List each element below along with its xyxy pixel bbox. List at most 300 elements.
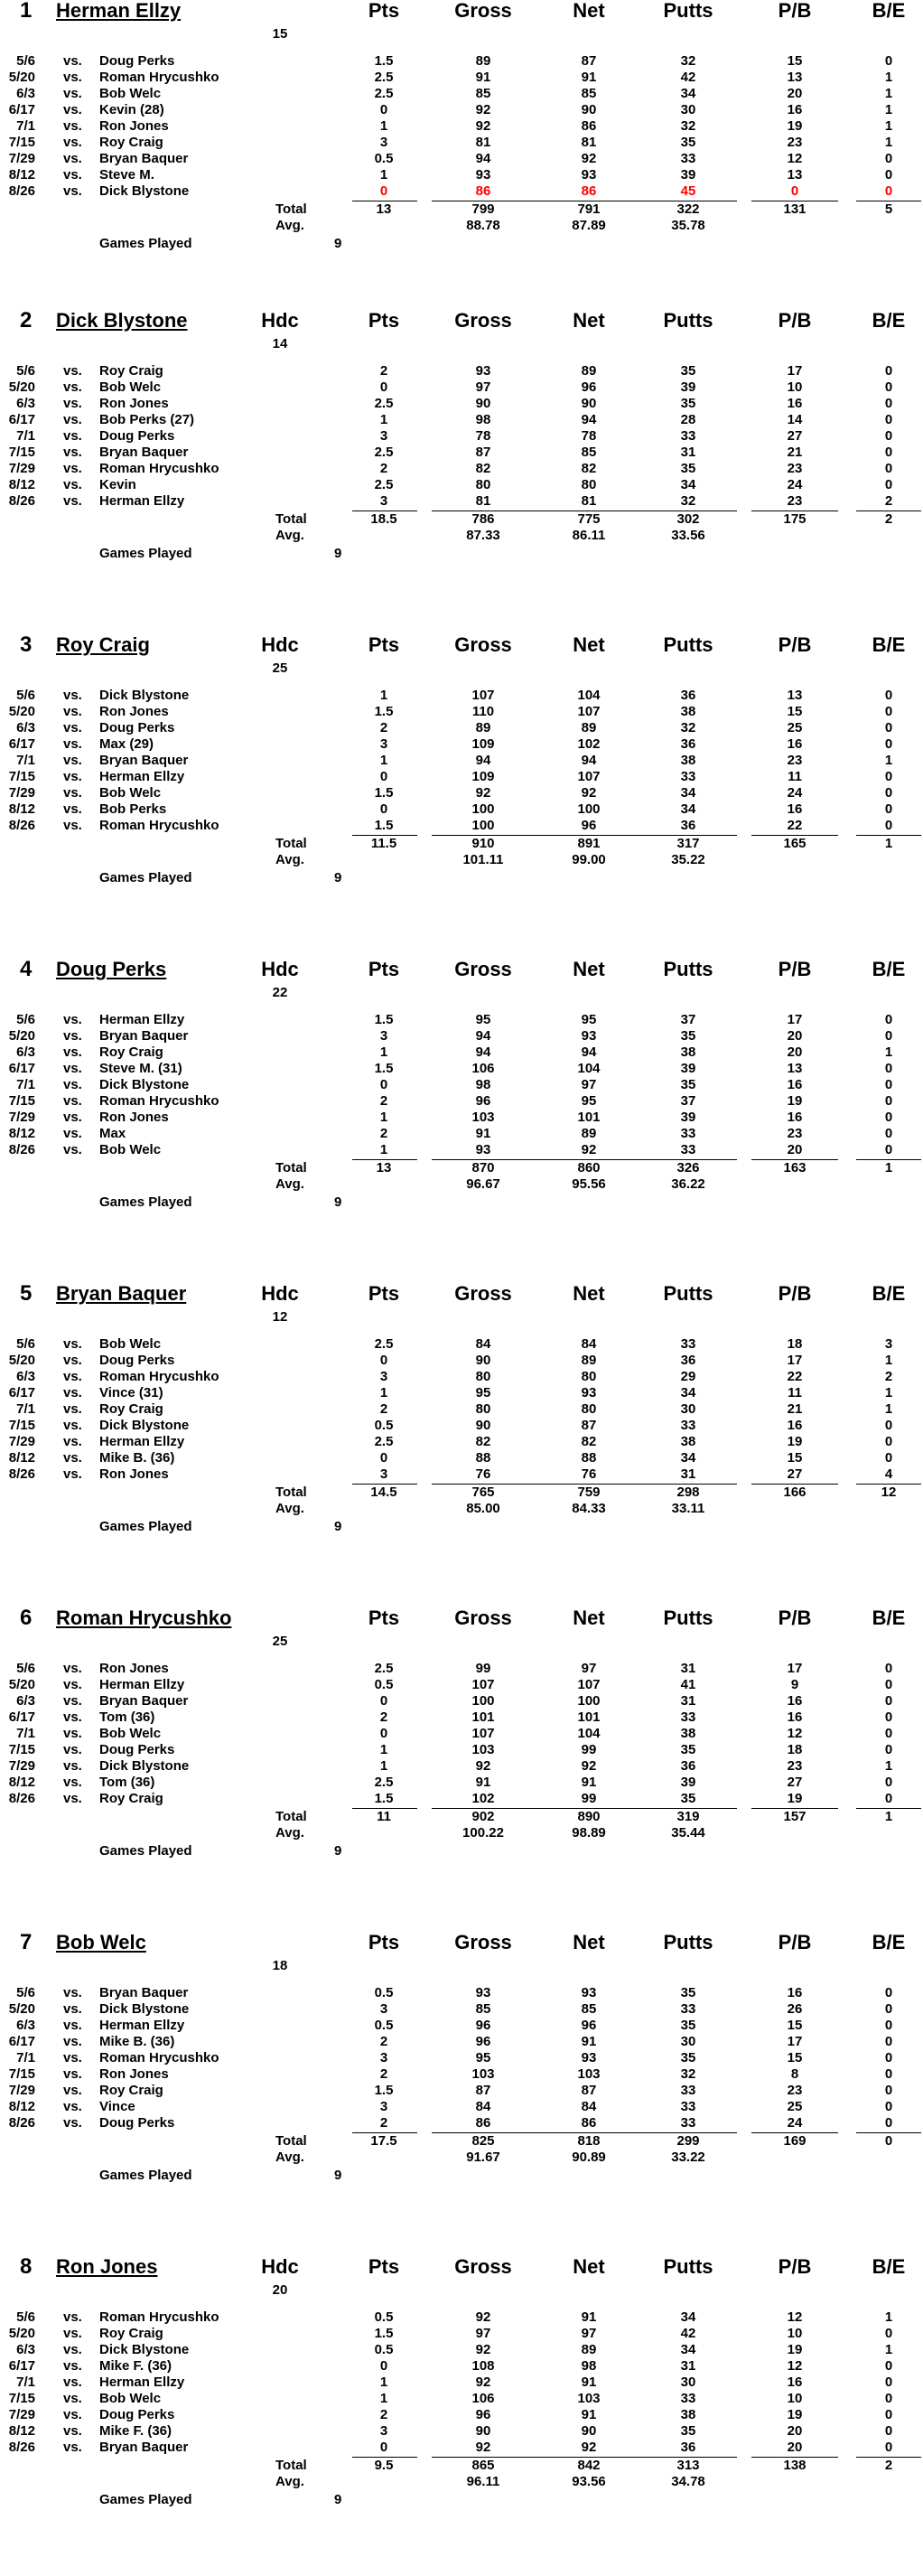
match-points: 2.5 (374, 86, 394, 101)
match-be: 0 (884, 2358, 893, 2374)
match-date: 5/20 (8, 70, 35, 85)
match-points: 3 (379, 736, 388, 752)
total-putts: 299 (676, 2133, 700, 2149)
match-points: 3 (379, 1369, 388, 1384)
match-pb: 16 (787, 1710, 803, 1725)
match-net: 107 (577, 704, 601, 719)
match-net: 86 (581, 183, 597, 199)
match-gross: 92 (475, 2342, 491, 2357)
match-be: 0 (884, 1142, 893, 1157)
match-net: 80 (581, 1401, 597, 1417)
avg-net: 86.11 (572, 528, 606, 543)
match-be: 0 (884, 769, 893, 784)
opponent-name: Doug Perks (99, 1742, 175, 1757)
opponent-name: Roy Craig (99, 363, 163, 379)
vs-label: vs. (63, 818, 82, 833)
opponent-name: Doug Perks (99, 720, 175, 735)
player-name: Doug Perks (56, 958, 167, 980)
opponent-name: Bob Welc (99, 379, 162, 395)
header-be: B/E (872, 0, 906, 22)
match-net: 98 (581, 2358, 597, 2374)
opponent-name: Bob Perks (99, 801, 167, 817)
match-pb: 22 (787, 818, 803, 833)
vs-label: vs. (63, 1028, 82, 1044)
match-gross: 96 (475, 2034, 491, 2049)
match-be: 0 (884, 2099, 893, 2114)
total-label: Total (275, 2133, 307, 2149)
match-pb: 19 (787, 2407, 803, 2422)
avg-label: Avg. (275, 2474, 304, 2489)
player-block (0, 1607, 923, 1915)
vs-label: vs. (63, 183, 82, 199)
match-points: 0.5 (374, 2342, 394, 2357)
match-date: 6/17 (8, 102, 35, 117)
match-putts: 42 (680, 70, 696, 85)
total-label: Total (275, 1160, 307, 1176)
match-gross: 92 (475, 102, 491, 117)
match-date: 7/15 (8, 1093, 35, 1109)
match-be: 1 (884, 1044, 893, 1060)
match-putts: 33 (680, 1126, 696, 1141)
match-points: 1.5 (374, 2326, 394, 2341)
match-putts: 31 (680, 1466, 696, 1482)
match-pb: 15 (787, 2050, 803, 2065)
match-net: 97 (581, 1077, 597, 1092)
player-name: Roy Craig (56, 633, 150, 656)
match-pb: 0 (790, 183, 799, 199)
match-be: 1 (884, 2342, 893, 2357)
avg-putts: 33.11 (671, 1501, 705, 1516)
match-pb: 26 (787, 2001, 803, 2017)
match-date: 7/15 (8, 1418, 35, 1433)
match-gross: 101 (471, 1710, 495, 1725)
match-points: 2.5 (374, 477, 394, 492)
total-gross: 902 (471, 1809, 495, 1824)
match-pb: 15 (787, 1450, 803, 1466)
games-played-label: Games Played (99, 236, 192, 251)
match-date: 5/20 (8, 1028, 35, 1044)
match-be: 0 (884, 428, 893, 444)
match-gross: 82 (475, 1434, 491, 1449)
header-be: B/E (872, 1282, 906, 1305)
vs-label: vs. (63, 1401, 82, 1417)
vs-label: vs. (63, 1677, 82, 1692)
match-putts: 38 (680, 1726, 696, 1741)
match-net: 95 (581, 1012, 597, 1027)
match-putts: 34 (680, 785, 696, 801)
match-points: 2.5 (374, 1775, 394, 1790)
opponent-name: Kevin (28) (99, 102, 164, 117)
avg-label: Avg. (275, 852, 304, 867)
match-putts: 30 (680, 1401, 696, 1417)
match-gross: 97 (475, 2326, 491, 2341)
match-putts: 33 (680, 769, 696, 784)
header-hdc: Hdc (261, 309, 299, 332)
vs-label: vs. (63, 167, 82, 183)
match-date: 7/1 (16, 2050, 35, 2065)
match-points: 1 (379, 1142, 388, 1157)
match-points: 1.5 (374, 785, 394, 801)
match-points: 0 (379, 183, 388, 199)
total-be: 0 (884, 2133, 893, 2149)
match-pb: 11 (788, 769, 802, 784)
match-gross: 94 (475, 151, 491, 166)
vs-label: vs. (63, 1985, 82, 2000)
opponent-name: Bryan Baquer (99, 1028, 189, 1044)
match-pb: 17 (787, 363, 803, 379)
total-pts: 13 (376, 1160, 392, 1176)
avg-label: Avg. (275, 218, 304, 233)
match-putts: 34 (680, 2342, 696, 2357)
total-pts: 14.5 (370, 1485, 397, 1500)
header-be: B/E (872, 2255, 906, 2278)
vs-label: vs. (63, 1693, 82, 1709)
vs-label: vs. (63, 2375, 82, 2390)
match-points: 0 (379, 2358, 388, 2374)
match-be: 0 (884, 412, 893, 427)
match-date: 6/3 (16, 2018, 35, 2033)
total-gross: 799 (471, 201, 495, 217)
header-net: Net (573, 1931, 605, 1953)
match-date: 8/12 (8, 2099, 35, 2114)
header-hdc: Hdc (261, 633, 299, 656)
match-points: 1 (379, 1385, 388, 1400)
match-date: 5/20 (8, 704, 35, 719)
match-net: 93 (581, 2050, 597, 2065)
match-net: 89 (581, 720, 597, 735)
match-gross: 88 (475, 1450, 491, 1466)
match-points: 0 (379, 801, 388, 817)
header-putts: Putts (663, 1606, 713, 1629)
match-be: 0 (884, 461, 893, 476)
match-be: 0 (884, 1110, 893, 1125)
vs-label: vs. (63, 86, 82, 101)
total-putts: 326 (676, 1160, 700, 1176)
total-label: Total (275, 2458, 307, 2473)
match-date: 7/29 (8, 1110, 35, 1125)
match-gross: 78 (475, 428, 491, 444)
opponent-name: Bryan Baquer (99, 1693, 189, 1709)
opponent-name: Doug Perks (99, 53, 175, 69)
match-net: 80 (581, 1369, 597, 1384)
match-net: 89 (581, 2342, 597, 2357)
match-gross: 107 (471, 688, 495, 703)
match-gross: 84 (475, 1336, 491, 1352)
header-net: Net (573, 0, 605, 22)
header-gross: Gross (454, 633, 512, 656)
opponent-name: Max (99, 1126, 126, 1141)
opponent-name: Bob Welc (99, 1336, 162, 1352)
opponent-name: Roy Craig (99, 1401, 163, 1417)
match-date: 6/17 (8, 2358, 35, 2374)
vs-label: vs. (63, 2358, 82, 2374)
vs-label: vs. (63, 2083, 82, 2098)
match-points: 2 (379, 2115, 388, 2131)
match-gross: 95 (475, 2050, 491, 2065)
match-points: 1.5 (374, 1012, 394, 1027)
opponent-name: Roy Craig (99, 1791, 163, 1806)
match-putts: 35 (680, 1028, 696, 1044)
match-pb: 15 (787, 53, 803, 69)
match-points: 3 (379, 2423, 388, 2439)
match-points: 2 (379, 363, 388, 379)
match-date: 7/29 (8, 1434, 35, 1449)
match-pb: 20 (787, 1142, 803, 1157)
avg-label: Avg. (275, 1176, 304, 1192)
total-label: Total (275, 1485, 307, 1500)
match-net: 89 (581, 1126, 597, 1141)
match-net: 82 (581, 461, 597, 476)
match-points: 2.5 (374, 1661, 394, 1676)
vs-label: vs. (63, 2066, 82, 2082)
match-net: 94 (581, 412, 597, 427)
header-hdc: Hdc (261, 958, 299, 980)
match-pb: 25 (787, 2099, 803, 2114)
match-date: 6/17 (8, 736, 35, 752)
match-date: 8/26 (8, 183, 35, 199)
match-net: 91 (581, 2034, 597, 2049)
match-putts: 33 (680, 2083, 696, 2098)
match-be: 0 (884, 2440, 893, 2455)
player-handicap: 25 (272, 1634, 288, 1649)
match-net: 86 (581, 118, 597, 134)
match-net: 93 (581, 1385, 597, 1400)
match-pb: 16 (787, 102, 803, 117)
match-pb: 21 (787, 445, 803, 460)
opponent-name: Ron Jones (99, 2066, 169, 2082)
match-gross: 85 (475, 86, 491, 101)
opponent-name: Bob Welc (99, 1142, 162, 1157)
match-pb: 16 (787, 1985, 803, 2000)
avg-putts: 34.78 (671, 2474, 705, 2489)
match-be: 0 (884, 2083, 893, 2098)
header-net: Net (573, 1282, 605, 1305)
match-pb: 19 (787, 1434, 803, 1449)
header-pb: P/B (778, 1606, 812, 1629)
match-gross: 90 (475, 1418, 491, 1433)
match-date: 7/1 (16, 1077, 35, 1092)
match-pb: 20 (787, 1044, 803, 1060)
avg-net: 90.89 (572, 2150, 606, 2165)
opponent-name: Roman Hrycushko (99, 70, 219, 85)
match-date: 5/6 (16, 1985, 35, 2000)
match-points: 1.5 (374, 1061, 394, 1076)
header-be: B/E (872, 1931, 906, 1953)
match-net: 85 (581, 2001, 597, 2017)
total-be: 5 (884, 201, 893, 217)
opponent-name: Bryan Baquer (99, 753, 189, 768)
avg-net: 99.00 (572, 852, 606, 867)
avg-gross: 88.78 (466, 218, 500, 233)
match-pb: 16 (787, 1418, 803, 1433)
player-rank: 6 (20, 1606, 33, 1630)
player-handicap: 20 (272, 2282, 288, 2298)
match-points: 3 (379, 493, 388, 509)
match-gross: 100 (471, 801, 495, 817)
match-putts: 36 (680, 736, 696, 752)
match-date: 8/26 (8, 818, 35, 833)
match-date: 8/12 (8, 1126, 35, 1141)
match-gross: 103 (471, 2066, 495, 2082)
match-gross: 96 (475, 2407, 491, 2422)
total-putts: 302 (676, 511, 700, 527)
match-net: 93 (581, 167, 597, 183)
total-net: 860 (577, 1160, 601, 1176)
opponent-name: Bob Welc (99, 785, 162, 801)
match-net: 90 (581, 2423, 597, 2439)
match-gross: 107 (471, 1677, 495, 1692)
games-played-label: Games Played (99, 546, 192, 561)
total-gross: 910 (471, 836, 495, 851)
opponent-name: Bryan Baquer (99, 445, 189, 460)
match-net: 93 (581, 1028, 597, 1044)
vs-label: vs. (63, 428, 82, 444)
match-date: 8/12 (8, 167, 35, 183)
match-net: 97 (581, 1661, 597, 1676)
opponent-name: Dick Blystone (99, 2342, 190, 2357)
match-points: 1 (379, 1742, 388, 1757)
match-pb: 18 (787, 1336, 803, 1352)
total-putts: 313 (676, 2458, 700, 2473)
player-block (0, 959, 923, 1266)
vs-label: vs. (63, 2440, 82, 2455)
match-net: 86 (581, 2115, 597, 2131)
match-gross: 92 (475, 2440, 491, 2455)
match-putts: 30 (680, 2034, 696, 2049)
match-net: 87 (581, 53, 597, 69)
vs-label: vs. (63, 688, 82, 703)
header-pts: Pts (368, 633, 400, 656)
match-putts: 39 (680, 1061, 696, 1076)
match-date: 6/3 (16, 396, 35, 411)
vs-label: vs. (63, 1061, 82, 1076)
total-net: 891 (577, 836, 601, 851)
match-net: 85 (581, 445, 597, 460)
match-date: 7/29 (8, 461, 35, 476)
avg-net: 93.56 (572, 2474, 606, 2489)
match-putts: 41 (680, 1677, 696, 1692)
match-net: 95 (581, 1093, 597, 1109)
opponent-name: Herman Ellzy (99, 2018, 185, 2033)
header-putts: Putts (663, 633, 713, 656)
vs-label: vs. (63, 379, 82, 395)
total-label: Total (275, 836, 307, 851)
avg-label: Avg. (275, 528, 304, 543)
match-putts: 35 (680, 2423, 696, 2439)
match-date: 8/26 (8, 2115, 35, 2131)
vs-label: vs. (63, 2099, 82, 2114)
match-date: 7/29 (8, 151, 35, 166)
opponent-name: Dick Blystone (99, 1758, 190, 1774)
player-handicap: 15 (272, 26, 288, 42)
match-be: 0 (884, 2423, 893, 2439)
match-points: 1 (379, 688, 388, 703)
match-net: 100 (577, 801, 601, 817)
match-date: 5/6 (16, 1661, 35, 1676)
match-putts: 33 (680, 1142, 696, 1157)
vs-label: vs. (63, 461, 82, 476)
vs-label: vs. (63, 1385, 82, 1400)
match-net: 107 (577, 769, 601, 784)
match-net: 78 (581, 428, 597, 444)
match-putts: 34 (680, 86, 696, 101)
match-pb: 16 (787, 1110, 803, 1125)
match-putts: 37 (680, 1012, 696, 1027)
match-be: 0 (884, 785, 893, 801)
avg-gross: 100.22 (462, 1825, 504, 1841)
match-points: 2.5 (374, 396, 394, 411)
match-points: 3 (379, 1466, 388, 1482)
match-date: 5/20 (8, 1677, 35, 1692)
match-points: 2 (379, 2066, 388, 2082)
match-be: 0 (884, 1434, 893, 1449)
opponent-name: Herman Ellzy (99, 769, 185, 784)
opponent-name: Roman Hrycushko (99, 1093, 219, 1109)
match-date: 6/17 (8, 1385, 35, 1400)
match-be: 0 (884, 1726, 893, 1741)
match-net: 103 (577, 2391, 601, 2406)
opponent-name: Herman Ellzy (99, 2375, 185, 2390)
match-pb: 23 (787, 493, 803, 509)
match-be: 1 (884, 135, 893, 150)
vs-label: vs. (63, 2342, 82, 2357)
match-putts: 33 (680, 2001, 696, 2017)
match-net: 104 (577, 1726, 601, 1741)
total-be: 2 (884, 2458, 893, 2473)
match-net: 102 (577, 736, 601, 752)
header-pts: Pts (368, 958, 400, 980)
match-be: 0 (884, 818, 893, 833)
match-net: 91 (581, 2407, 597, 2422)
total-label: Total (275, 1809, 307, 1824)
header-pb: P/B (778, 1282, 812, 1305)
match-net: 96 (581, 2018, 597, 2033)
player-name: Dick Blystone (56, 309, 188, 332)
match-be: 0 (884, 2018, 893, 2033)
match-putts: 36 (680, 2440, 696, 2455)
match-date: 7/1 (16, 753, 35, 768)
header-net: Net (573, 2255, 605, 2278)
match-pb: 11 (788, 1385, 802, 1400)
match-be: 0 (884, 1791, 893, 1806)
match-gross: 96 (475, 2018, 491, 2033)
opponent-name: Herman Ellzy (99, 1434, 185, 1449)
match-be: 0 (884, 1418, 893, 1433)
match-net: 84 (581, 2099, 597, 2114)
match-pb: 12 (787, 1726, 803, 1741)
match-be: 0 (884, 1985, 893, 2000)
match-gross: 98 (475, 1077, 491, 1092)
match-gross: 103 (471, 1110, 495, 1125)
match-date: 5/20 (8, 379, 35, 395)
match-putts: 32 (680, 118, 696, 134)
games-played-value: 9 (334, 1519, 342, 1534)
match-gross: 92 (475, 2309, 491, 2325)
vs-label: vs. (63, 1758, 82, 1774)
games-played-label: Games Played (99, 2492, 192, 2507)
opponent-name: Tom (36) (99, 1710, 155, 1725)
opponent-name: Roy Craig (99, 2326, 163, 2341)
vs-label: vs. (63, 1775, 82, 1790)
match-be: 0 (884, 379, 893, 395)
match-date: 7/15 (8, 135, 35, 150)
player-block (0, 1283, 923, 1590)
match-date: 5/6 (16, 1012, 35, 1027)
match-be: 0 (884, 688, 893, 703)
match-pb: 17 (787, 1353, 803, 1368)
header-gross: Gross (454, 1282, 512, 1305)
opponent-name: Tom (36) (99, 1775, 155, 1790)
